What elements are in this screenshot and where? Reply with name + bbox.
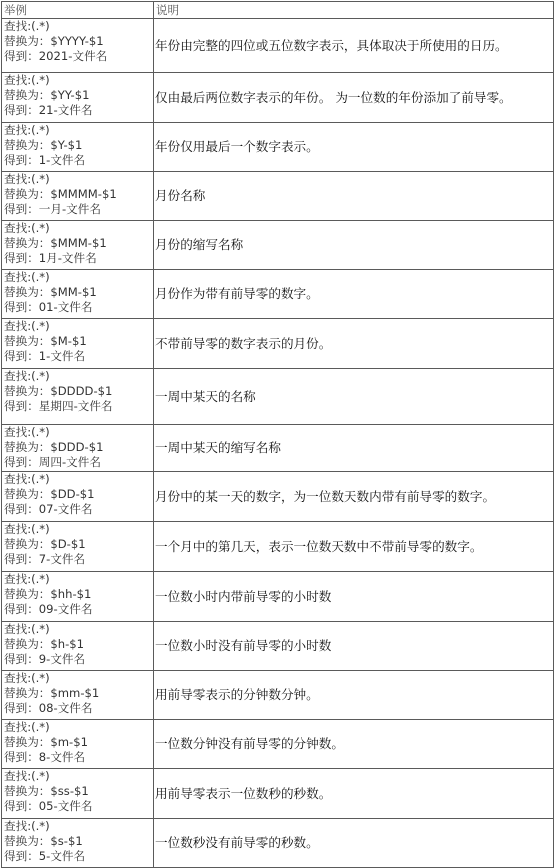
table-row bbox=[2, 270, 554, 319]
result-line: 得到：09-文件名 bbox=[4, 602, 93, 616]
find-line: 查找:(.*) bbox=[4, 671, 50, 685]
table-body bbox=[2, 19, 554, 868]
description-cell: 一位数秒没有前导零的秒数。 bbox=[154, 819, 554, 868]
date-format-table bbox=[1, 1, 554, 868]
description-cell: 年份仅用最后一个数字表示。 bbox=[154, 123, 554, 172]
replace-line: 替换为：$D-$1 bbox=[4, 537, 86, 551]
table-header-row bbox=[2, 2, 554, 19]
replace-line: 替换为：$mm-$1 bbox=[4, 686, 100, 700]
find-line: 查找:(.*) bbox=[4, 472, 50, 486]
table-row bbox=[2, 572, 554, 622]
result-line: 得到：1-文件名 bbox=[4, 349, 86, 363]
find-line: 查找:(.*) bbox=[4, 73, 50, 87]
description-cell: 月份作为带有前导零的数字。 bbox=[154, 270, 554, 319]
replace-line: 替换为：$M-$1 bbox=[4, 334, 87, 348]
description-cell: 一位数小时内带前导零的小时数 bbox=[154, 572, 554, 622]
description-cell: 月份的缩写名称 bbox=[154, 221, 554, 270]
table-row bbox=[2, 172, 554, 221]
description-cell: 一个月中的第几天，表示一位数天数中不带前导零的数字。 bbox=[154, 522, 554, 572]
replace-line: 替换为：$h-$1 bbox=[4, 637, 85, 651]
table-row bbox=[2, 221, 554, 270]
table-row bbox=[2, 622, 554, 671]
example-cell bbox=[2, 221, 154, 270]
table-row bbox=[2, 73, 554, 123]
replace-line: 替换为：$DD-$1 bbox=[4, 487, 95, 501]
find-line: 查找:(.*) bbox=[4, 769, 50, 783]
description-cell: 一周中某天的缩写名称 bbox=[154, 425, 554, 472]
description-cell: 月份名称 bbox=[154, 172, 554, 221]
description-cell: 年份由完整的四位或五位数字表示，具体取决于所使用的日历。 bbox=[154, 19, 554, 73]
example-cell bbox=[2, 425, 154, 472]
result-line: 得到：21-文件名 bbox=[4, 103, 93, 117]
table-row bbox=[2, 319, 554, 369]
replace-line: 替换为：$YYYY-$1 bbox=[4, 34, 104, 48]
example-cell bbox=[2, 819, 154, 868]
result-line: 得到：08-文件名 bbox=[4, 701, 93, 715]
example-cell bbox=[2, 769, 154, 819]
find-line: 查找:(.*) bbox=[4, 369, 50, 383]
find-line: 查找:(.*) bbox=[4, 622, 50, 636]
result-line: 得到：2021-文件名 bbox=[4, 49, 108, 63]
example-cell bbox=[2, 73, 154, 123]
example-cell bbox=[2, 720, 154, 769]
replace-line: 替换为：$s-$1 bbox=[4, 834, 83, 848]
table-row bbox=[2, 123, 554, 172]
result-line: 得到：周四-文件名 bbox=[4, 455, 101, 469]
replace-line: 替换为：$DDD-$1 bbox=[4, 440, 104, 454]
find-line: 查找:(.*) bbox=[4, 572, 50, 586]
replace-line: 替换为：$Y-$1 bbox=[4, 138, 83, 152]
example-cell bbox=[2, 172, 154, 221]
description-cell: 用前导零表示的分钟数分钟。 bbox=[154, 671, 554, 720]
result-line: 得到：1月-文件名 bbox=[4, 251, 97, 265]
description-cell: 一周中某天的名称 bbox=[154, 369, 554, 425]
example-cell bbox=[2, 622, 154, 671]
result-line: 得到：1-文件名 bbox=[4, 153, 86, 167]
example-cell bbox=[2, 472, 154, 522]
description-cell: 用前导零表示一位数秒的秒数。 bbox=[154, 769, 554, 819]
replace-line: 替换为：$MMMM-$1 bbox=[4, 187, 117, 201]
description-cell: 一位数小时没有前导零的小时数 bbox=[154, 622, 554, 671]
description-cell: 仅由最后两位数字表示的年份。 为一位数的年份添加了前导零。 bbox=[154, 73, 554, 123]
result-line: 得到：8-文件名 bbox=[4, 750, 86, 764]
example-cell bbox=[2, 522, 154, 572]
result-line: 得到：星期四-文件名 bbox=[4, 399, 113, 413]
example-cell bbox=[2, 572, 154, 622]
find-line: 查找:(.*) bbox=[4, 425, 50, 439]
find-line: 查找:(.*) bbox=[4, 19, 50, 33]
find-line: 查找:(.*) bbox=[4, 319, 50, 333]
replace-line: 替换为：$ss-$1 bbox=[4, 784, 89, 798]
find-line: 查找:(.*) bbox=[4, 123, 50, 137]
find-line: 查找:(.*) bbox=[4, 522, 50, 536]
table-row bbox=[2, 425, 554, 472]
find-line: 查找:(.*) bbox=[4, 720, 50, 734]
result-line: 得到：7-文件名 bbox=[4, 552, 86, 566]
result-line: 得到：01-文件名 bbox=[4, 300, 93, 314]
header-description: 说明 bbox=[154, 2, 554, 19]
result-line: 得到：05-文件名 bbox=[4, 799, 93, 813]
result-line: 得到：一月-文件名 bbox=[4, 202, 101, 216]
example-cell bbox=[2, 123, 154, 172]
result-line: 得到：9-文件名 bbox=[4, 652, 86, 666]
find-line: 查找:(.*) bbox=[4, 221, 50, 235]
header-example: 举例 bbox=[2, 2, 154, 19]
table-row bbox=[2, 769, 554, 819]
table-row bbox=[2, 369, 554, 425]
example-cell bbox=[2, 270, 154, 319]
description-cell: 一位数分钟没有前导零的分钟数。 bbox=[154, 720, 554, 769]
table-row bbox=[2, 671, 554, 720]
table-row bbox=[2, 720, 554, 769]
replace-line: 替换为：$MM-$1 bbox=[4, 285, 97, 299]
example-cell bbox=[2, 369, 154, 425]
result-line: 得到：07-文件名 bbox=[4, 502, 93, 516]
replace-line: 替换为：$m-$1 bbox=[4, 735, 88, 749]
find-line: 查找:(.*) bbox=[4, 270, 50, 284]
description-cell: 月份中的某一天的数字，为一位数天数内带有前导零的数字。 bbox=[154, 472, 554, 522]
find-line: 查找:(.*) bbox=[4, 172, 50, 186]
replace-line: 替换为：$YY-$1 bbox=[4, 88, 90, 102]
replace-line: 替换为：$hh-$1 bbox=[4, 587, 92, 601]
replace-line: 替换为：$MMM-$1 bbox=[4, 236, 107, 250]
find-line: 查找:(.*) bbox=[4, 819, 50, 833]
example-cell bbox=[2, 671, 154, 720]
example-cell bbox=[2, 319, 154, 369]
replace-line: 替换为：$DDDD-$1 bbox=[4, 384, 113, 398]
example-cell bbox=[2, 19, 154, 73]
table-row bbox=[2, 19, 554, 73]
table-row bbox=[2, 522, 554, 572]
result-line: 得到：5-文件名 bbox=[4, 849, 86, 863]
description-cell: 不带前导零的数字表示的月份。 bbox=[154, 319, 554, 369]
table-row bbox=[2, 472, 554, 522]
table-row bbox=[2, 819, 554, 868]
